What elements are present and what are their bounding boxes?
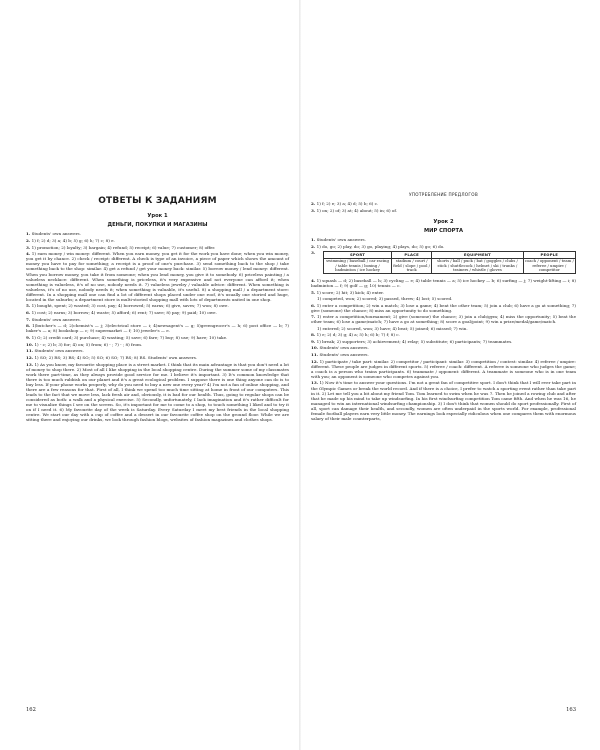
answer-item: 7. Students' own answers. — [26, 316, 81, 322]
table-header: SPORT — [324, 252, 392, 259]
answer-item: 7. 1) enter a competition/tournament; 2) give (someone) the chance; 3) join a club/gym; 4) miss the opportunity; 5) beat the other team; 6) lose a game/match; 7) have a go at something; 8) score a goal/point; 9) win a prize/medal/game/match. — [311, 314, 576, 325]
answer-item: 1. Students' own answers. — [26, 231, 81, 237]
answer-item: 8. 1) e; 2) d; 3) g; 4) a; 5) h; 6) b; 7) f; 8) c. — [311, 332, 400, 338]
answers-list — [311, 278, 576, 421]
answer-item: 5. 1) bought, spent; 2) wasted; 3) cost, pay; 4) borrowed; 5) earns; 6) give, saves; 7) won; 8) owe. — [26, 303, 229, 309]
page-number: 163 — [566, 706, 576, 713]
sports-table — [323, 251, 576, 274]
table-row — [324, 258, 576, 274]
lesson-number: Урок 2 — [433, 218, 454, 225]
table-header: EQUIPMENT — [432, 252, 523, 259]
lesson-title: МИР СПОРТА — [423, 227, 464, 234]
answer-item: 4. 1) squash — d; 2) baseball — h; 3) cycling — e; 4) table tennis — a; 5) ice hockey — b; 6) surfing — j; 7) weight-lifting — i; 8) badminton — f; 9) golf — g; 10) tennis — c. — [311, 277, 576, 289]
table-cell: swimming / baseball / car racing / table tennis / boxing / badminton / ice hockey — [324, 258, 392, 274]
right-page — [300, 0, 600, 750]
page-number: 162 — [26, 706, 36, 713]
answer-item: 5. 1) score; 2) hit; 3) kick; 4) enter. — [311, 289, 384, 295]
answer-item: 2. 1) do, go; 2) play, do; 3) go, playing; 4) plays, do; 5) go; 6) do. — [311, 243, 445, 249]
answer-item: 11. Students' own answers. — [311, 352, 369, 358]
table-cell: shorts / ball / puck / bat / goggles / clubs / stick / shuttlecock / helmet / ski / trunks / trainers / whistle / gloves — [432, 258, 523, 274]
section-title: ОТВЕТЫ К ЗАДАНИЯМ — [98, 196, 217, 206]
answer-item: 9. 1) O; 2) credit card; 3) purchase; 4) wasting; 5) save; 6) fare; 7) buy; 8) use; 9) have; 10) take. — [26, 335, 228, 340]
answer-item: 6. 1) enter a competition; 2) win a match; 3) lose a game; 4) beat the other team; 5) join a club; 6) have a go at something; 7) give (someone) the chance; 8) miss an opportunity to do something. — [311, 302, 576, 313]
answer-item: 4. 1) earn money / win money: different. When you earn money, you get it for the work you have done; when you win money, you get it by chance. 2) check / receipt: different. A check is type of an invoice, a piece of paper which shows the amount of money you have to pay for something; a receipt is a proof of one's purchase. 3) send something back to the shop / take something back to the shop: similar. 4) get a refund / get your money back: similar. 5) borrow money / lend money: different. When you borrow money, you take it from someone; when you lend money, you give it to somebody. 6) priceless painting / a valueless necklace: different. When something is priceless, it's very expensive and not everyone can afford it; when something is valueless, it's of no use, nobody needs it. 7) valueless jewelry / valuable advice: different. When something is valueless, it's of no use, nobody needs it; when something is valuable, it's useful. 8) a shopping mall / a department store: different. In a shopping mall one can find a lot of different shops placed under one roof, it's usually one storied and huge, located in the suburbs; a department store is multi-storied shopping mall with lots of departments united in one shop. — [26, 251, 289, 302]
answer-item: 12. 1) SO; 2) RS; 3) RS; 4) SO; 5) SO; 6) SO; 7) RS; 8) RS. Students' own answers. — [26, 354, 198, 360]
answer-subitem: 1) competed, won; 2) scored; 3) passed, threw; 4) lost; 5) scored. — [317, 296, 453, 302]
table-cell: stadium / court / field / slope / pool / track — [393, 258, 430, 273]
answer-item: 2. 1) f; 2) e; 3) a; 4) d; 5) b; 6) c. — [311, 201, 379, 206]
answer-subitem: 1) entered; 2) scored, won; 3) have; 4) beat; 5) joined; 6) missed; 7) win. — [317, 325, 468, 331]
answer-item: 3. SPORT PLACE EQUIPMENT PEOPLE swimming / baseball / car racing / table tennis / boxing / badminton / ice hockey stadium / court / field / slope / pool / track shorts / ball / puck / bat / goggles / clubs / stick / shuttlecock / helmet / ski / trunks / trainers / whistle / gloves coach / opponent / team / referee / umpire / competitor — [311, 250, 576, 276]
answer-item: 1. Students' own answers. — [311, 237, 366, 243]
table-header: PEOPLE — [523, 252, 575, 259]
answer-item: 10. 1) - c; 2) b; 3) for; 4) on; 5) from; 6) - ; 7) - ; 8) from. — [26, 341, 143, 347]
answer-item: 13. 1) As you know, my favourite shopping place is a street market. I think that its main advantage is that you don't need a lot of money to shop there. 2) Most of all I like shopping in the local shopping centre. During the summer some of my classmates work there part-time, as they always provide good service for me. I believe it's important. 3) It's common knowledge that there is too much rubbish on our planet and it's a great ecological problem. I suppose there is one thing anyone can do is to buy less. If your phone works properly, why do you need to buy a new one every year? 4) I'm not a fan of online shopping, and there are a few reasons for that. First of all, I think we spend too much time sitting at home in front of our computers. This leads to the fact that we move less, lack fresh air and, obviously, it is bad for our health. Thus, going to regular shops can be considered as both: a walk and a physical exercise. 5) Secondly, unfortunately, I lack imagination and it's rather difficult for me to visualize things I see on the screen. So, it's important for me to come to a shop, to touch something I liked and to try it on if I need it. 6) My favourite day of the week is Saturday. Every Saturday I meet my best friends in the local shopping centre. We start our day with a cup of coffee and a dessert in our favourite coffee shop on the ground floor. While we are sitting there and enjoying our drinks, we look through fashion blogs, websites of fashion magazines and clothes shops. — [26, 361, 289, 423]
lesson-number: Урок 1 — [147, 213, 168, 219]
answers-list — [26, 231, 289, 422]
running-head: УПОТРЕБЛЕНИЕ ПРЕДЛОГОВ — [408, 192, 478, 197]
lesson-title: ДЕНЬГИ, ПОКУПКИ И МАГАЗИНЫ — [107, 222, 208, 229]
answer-item: 10. Students' own answers. — [311, 345, 369, 351]
answer-item: 12. 1) participate / take part: similar. 2) competitor / participant: similar. 3) competition / contest: similar. 4) referee / umpire: different. These people are judges in different sports. 5) referee / coach: different. A referee is someone who judges the game; a coach is a person who trains participants. 6) teammate / opponent: different. A teammate is someone who is in one team with you; an opponent is someone who competes against you. — [311, 358, 576, 379]
table-cell: coach / opponent / team / referee / umpire / competitor — [524, 258, 574, 273]
answer-item: 8. 1)butcher's — d; 2)chemist's — j; 3)electrical store — i; 4)newsagent's — g; 5)greengrocer's — h; 6) post office — b; 7) baker's — a; 8) bookshop — c; 9) supermarket — f; 10) jeweler's — e. — [26, 323, 290, 334]
answer-item: 3. 1) on; 2) of; 3) at; 4) about; 5) in; 6) of. — [311, 207, 398, 213]
answer-item: 11. Students' own answers. — [26, 348, 84, 354]
answer-item: 6. 1) cost; 2) earns; 3) borrow; 4) waste; 5) afford; 6) rent; 7) save; 8) pay; 9) paid; 10) owe. — [26, 310, 217, 316]
answer-item: 13. 1) Now it's time to answer your questions. I'm not a great fan of competitive sport. I don't think that I will ever take part in the Olympic Games or break the world record. And if there is a choice, I prefer to watch a sporting event rather than take part in it. 2) Let me tell you a bit about my friend Tom. Tom learned to swim when he was 7. Then he joined a rowing club and after that he made up his mind to take up windsurfing. In his first windsurfing competition Tom came fifth. And when he was 16, he managed to win an international windsurfing championship. 3) I don't think that women should do sport professionally. First of all, sport can damage their health, and secondly, women are often underpaid in the sports world. For example, professional female football players earn very little money. The earnings look especially ridiculous when one compares them with enormous salary of their male counterparts, — [311, 380, 576, 421]
table-header: PLACE — [392, 252, 432, 259]
answer-item: 2. 1) f; 2) d; 3) a; 4) b; 5) g; 6) h; 7) c; 8) e. — [26, 238, 115, 244]
answer-item: 3. 1) promotion; 2) loyalty; 3) bargain; 4) refund; 5) receipt; 6) value; 7) customer; 8) offer. — [26, 244, 216, 250]
answer-item: 9. 1) break; 2) supporters; 3) achievement; 4) relay; 5) substitute; 6) participants; 7) teammates. — [311, 338, 513, 344]
